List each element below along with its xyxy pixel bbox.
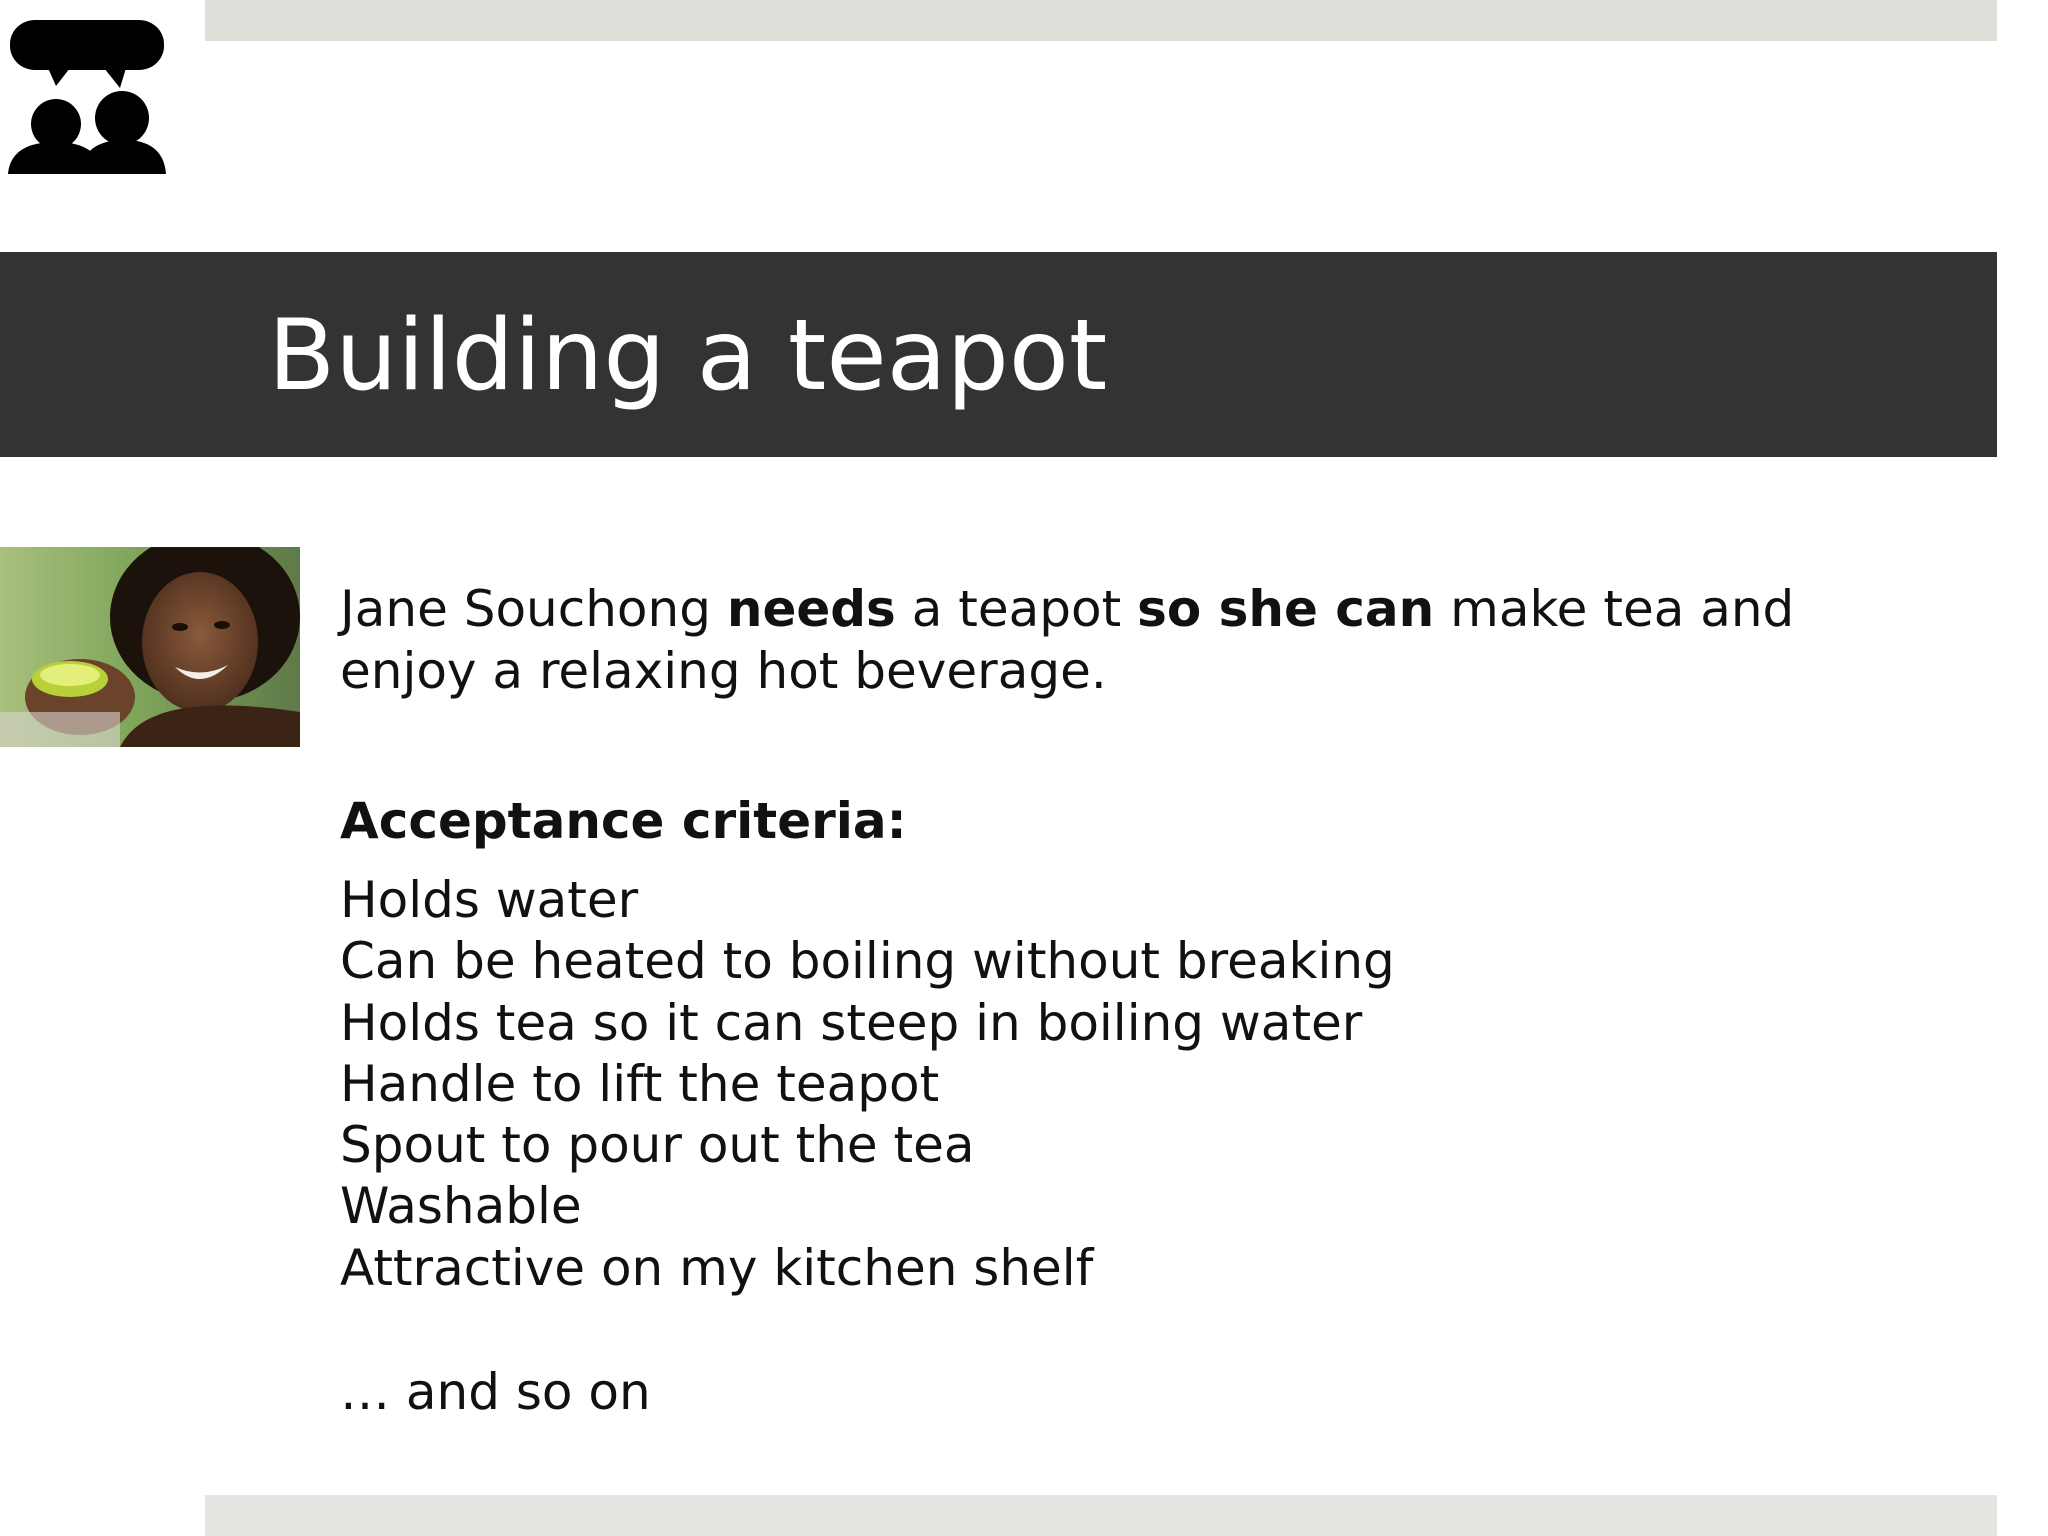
criteria-list xyxy=(340,870,1840,1299)
slide-body xyxy=(340,578,1840,1423)
criteria-item: Holds tea so it can steep in boiling water xyxy=(340,993,1363,1052)
slide-title: Building a teapot xyxy=(268,299,1108,413)
woman-with-tea-photo xyxy=(0,547,300,747)
criteria-heading: Acceptance criteria: xyxy=(340,792,907,850)
bottom-decorative-band xyxy=(205,1495,1997,1536)
criteria-item: Holds water xyxy=(340,871,639,929)
and-so-on-note: … and so on xyxy=(340,1363,651,1422)
user-story xyxy=(340,578,1840,702)
criteria-item: Spout to pour out the tea xyxy=(340,1116,975,1175)
story-text: Jane Souchong xyxy=(340,580,727,638)
story-text: a teapot xyxy=(895,580,1138,638)
criteria-item: Can be heated to boiling without breaking xyxy=(340,932,1395,991)
criteria-item: Handle to lift the teapot xyxy=(340,1054,940,1113)
criteria-item: Attractive on my kitchen shelf xyxy=(340,1238,1094,1297)
conversation-icon xyxy=(8,16,168,174)
top-decorative-band xyxy=(205,0,1997,41)
criteria-item: Washable xyxy=(340,1177,582,1236)
story-emphasis: needs xyxy=(726,580,896,638)
story-emphasis: so she can xyxy=(1137,580,1435,638)
story-text: make tea and enjoy a relaxing hot beverage. xyxy=(340,580,1795,700)
